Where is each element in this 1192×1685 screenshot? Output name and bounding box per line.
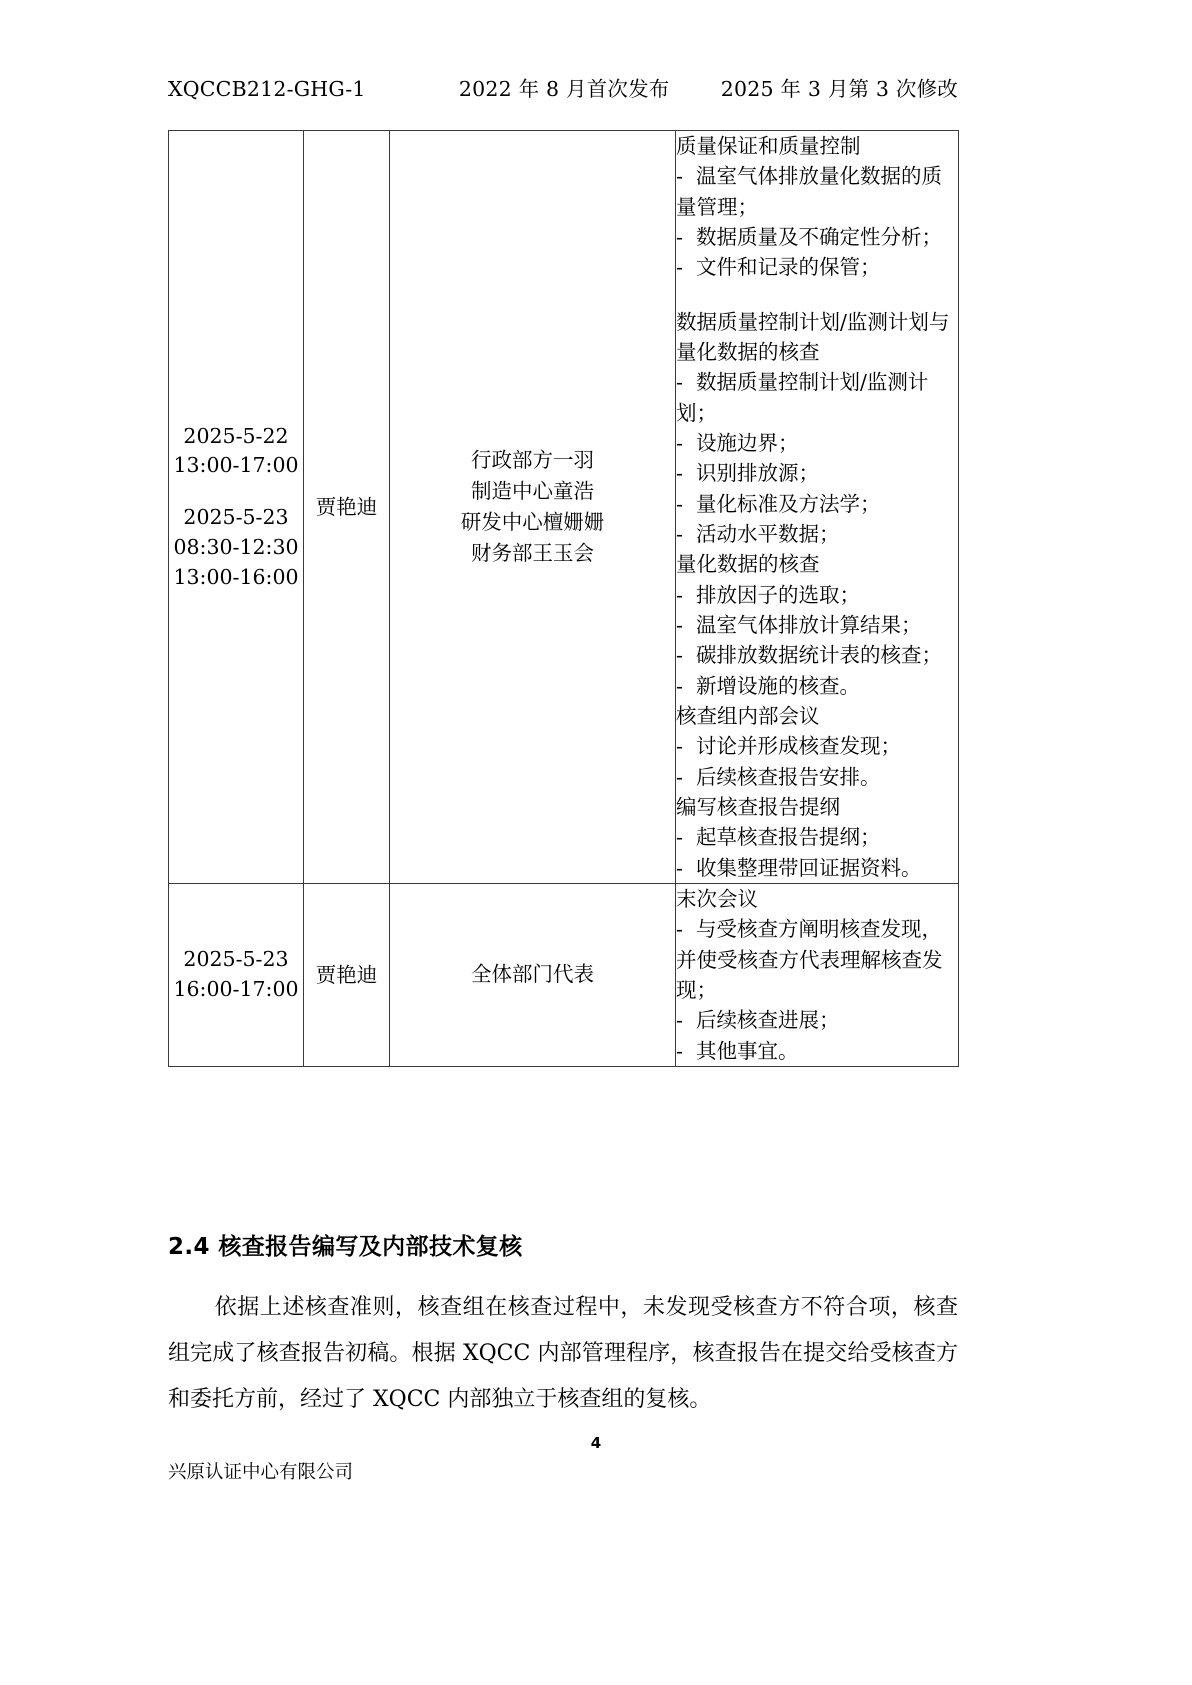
content-bullet-line: - 排放因子的选取； [676, 582, 860, 607]
content-list-row-1 [676, 131, 958, 883]
cell-audit-content [676, 131, 959, 884]
department-item: 全体部门代表 [471, 962, 594, 987]
date-value: 2025-5-22 [183, 423, 289, 448]
datetime-block-1 [169, 422, 303, 481]
content-subheading-line: 编写核查报告提纲 [676, 794, 840, 819]
content-bullet-line: - 温室气体排放量化数据的质量管理； [676, 164, 942, 219]
content-bullet-line: - 量化标准及方法学； [676, 491, 881, 516]
footer-organization: 兴原认证中心有限公司 [168, 1462, 354, 1483]
department-item: 研发中心檀姗姗 [460, 509, 605, 534]
content-bullet-line: - 数据质量控制计划/监测计划； [676, 370, 929, 425]
cell-departments [390, 883, 676, 1066]
content-subheading-line: 数据质量控制计划/监测计划与量化数据的核查 [676, 309, 950, 364]
content-blank-line [676, 283, 958, 307]
department-item: 财务部王玉会 [471, 540, 594, 565]
time-value: 08:30-12:30 [173, 534, 299, 559]
department-item: 行政部方一羽 [471, 448, 594, 473]
content-bullet-line: - 活动水平数据； [676, 521, 840, 546]
content-bullet-line: - 收集整理带回证据资料。 [676, 855, 922, 880]
section-heading-2-4: 2.4 核查报告编写及内部技术复核 [168, 1234, 523, 1260]
content-list-row-2 [676, 884, 958, 1066]
content-bullet-line: - 数据质量及不确定性分析； [676, 224, 942, 249]
content-subheading-line: 末次会议 [676, 886, 758, 911]
content-subheading-line: 质量保证和质量控制 [676, 134, 861, 158]
content-subheading-line: 核查组内部会议 [676, 703, 820, 728]
datetime-block-2 [169, 503, 303, 592]
content-bullet-line: - 新增设施的核查。 [676, 673, 860, 698]
document-header [168, 72, 958, 102]
department-list [390, 959, 675, 990]
content-subheading-line: 量化数据的核查 [676, 552, 820, 577]
content-bullet-line: - 其他事宜。 [676, 1038, 799, 1063]
content-bullet-line: - 后续核查报告安排。 [676, 764, 881, 789]
date-value: 2025-5-23 [183, 505, 289, 530]
datetime-block-1 [169, 945, 303, 1004]
content-bullet-line: - 温室气体排放计算结果； [676, 612, 922, 637]
date-value: 2025-5-23 [183, 947, 289, 972]
header-doc-code: XQCCB212-GHG-1 [168, 77, 366, 101]
content-bullet-line: - 与受核查方阐明核查发现，并使受核查方代表理解核查发现； [676, 917, 943, 1002]
cell-auditor: 贾艳迪 [304, 883, 390, 1066]
content-bullet-line: - 起草核查报告提纲； [676, 825, 881, 850]
time-value: 16:00-17:00 [173, 976, 299, 1001]
time-value: 13:00-17:00 [173, 453, 299, 478]
audit-schedule-table [168, 130, 959, 1067]
department-list [390, 445, 675, 568]
cell-datetime [169, 131, 304, 884]
cell-departments [390, 131, 676, 884]
datetime-spacer [169, 481, 303, 503]
content-bullet-line: - 设施边界； [676, 430, 799, 455]
cell-datetime [169, 883, 304, 1066]
content-bullet-line: - 后续核查进展； [676, 1008, 840, 1033]
department-item: 制造中心童浩 [471, 479, 594, 504]
content-bullet-line: - 文件和记录的保管； [676, 255, 881, 280]
content-bullet-line: - 碳排放数据统计表的核查； [676, 643, 942, 668]
cell-auditor: 贾艳迪 [304, 131, 390, 884]
table-row [169, 131, 959, 884]
header-revision: 2025 年 3 月第 3 次修改 [720, 77, 958, 101]
content-bullet-line: - 识别排放源； [676, 461, 819, 486]
paragraph-text: 依据上述核查准则，核查组在核查过程中，未发现受核查方不符合项，核查组完成了核查报告初稿。根据 XQCC 内部管理程序，核查报告在提交给受核查方和委托方前，经过了 XQCC 内部独立于核查组的复核。 [168, 1295, 958, 1412]
cell-audit-content [676, 883, 959, 1066]
time-value: 13:00-16:00 [173, 564, 299, 589]
table-row [169, 883, 959, 1066]
content-bullet-line: - 讨论并形成核查发现； [676, 734, 901, 759]
section-paragraph [168, 1285, 958, 1422]
page-number: 4 [590, 1434, 602, 1452]
header-first-issue: 2022 年 8 月首次发布 [458, 77, 670, 101]
